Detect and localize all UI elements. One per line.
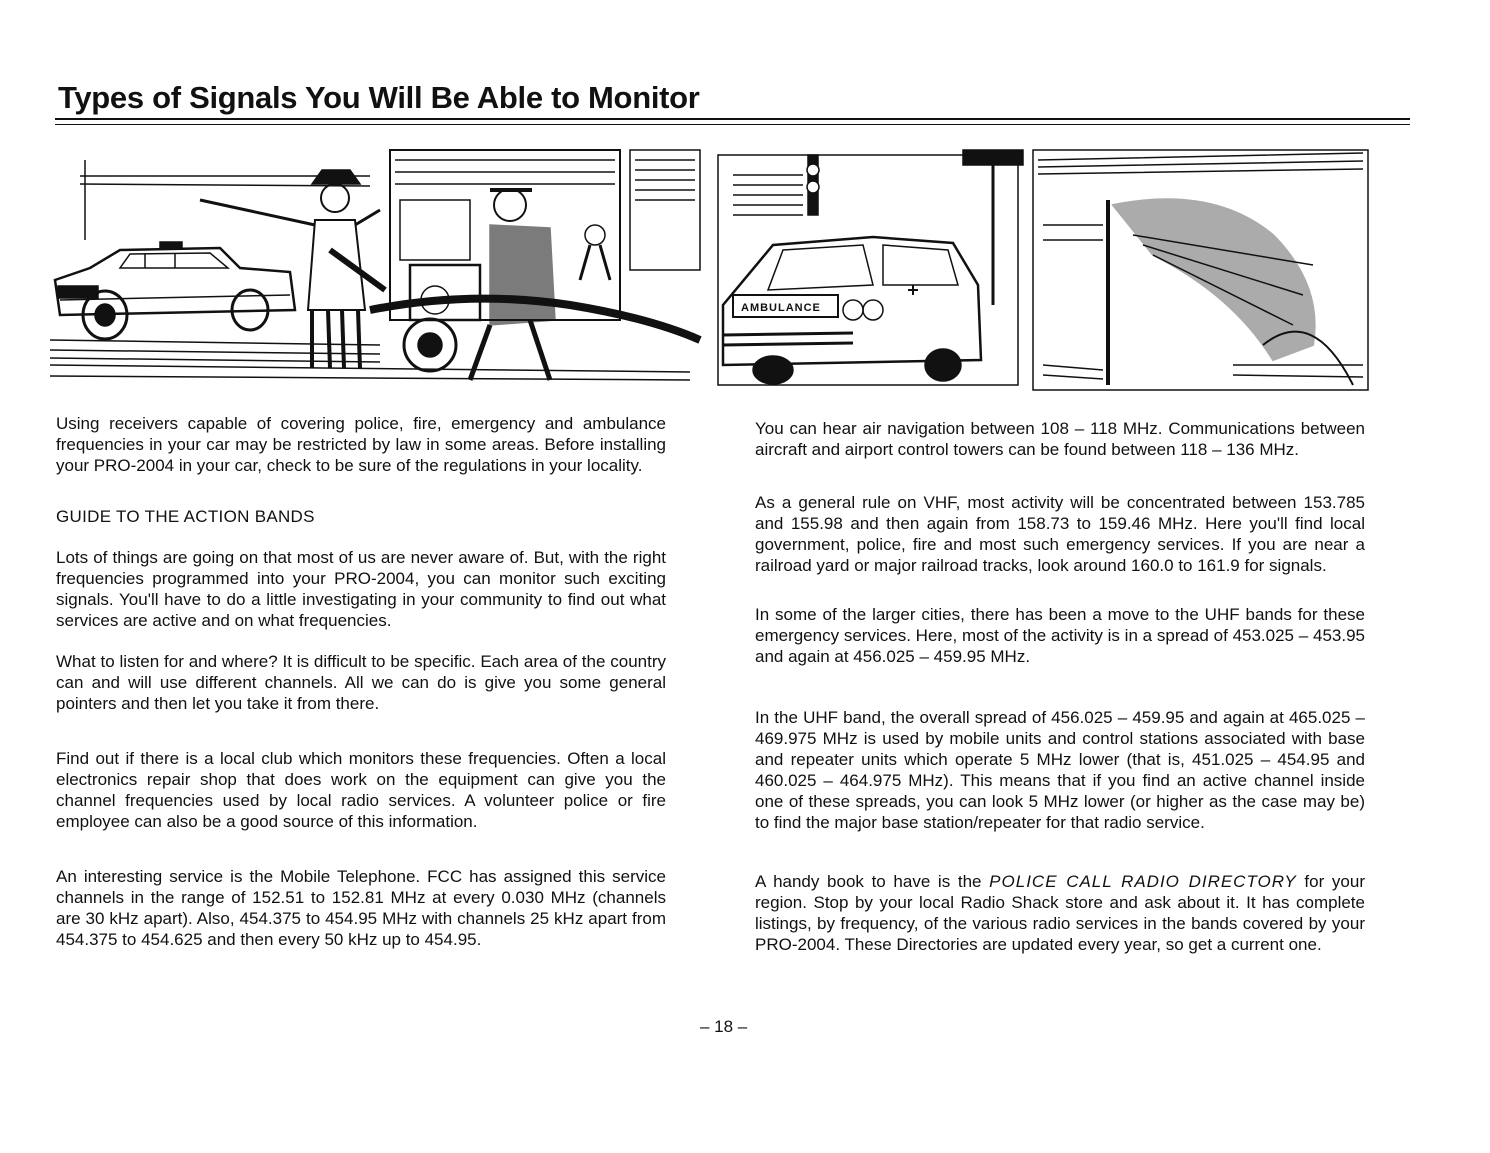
right-column xyxy=(755,418,1365,955)
ambulance-sign: AMBULANCE xyxy=(741,302,821,314)
left-column xyxy=(56,413,666,950)
police-fire-illustration xyxy=(50,140,705,388)
page-number: – 18 – xyxy=(700,1017,748,1036)
paragraph-what-to-listen: What to listen for and where? It is difficult to be specific. Each area of the country can and will use different channels. All we can do is give you some general pointers and then let you take it from there. xyxy=(56,652,666,713)
title-rule-thin xyxy=(55,124,1410,125)
paragraph-uhf-spread: In the UHF band, the overall spread of 456.025 – 459.95 and again at 465.025 – 469.975 MHz is used by mobile units and control stations associated with base and repeater units which operate 5 MHz lower (that is, 451.025 – 454.95 and 460.025 – 464.975 MHz). This means that if you find an active channel inside one of these spreads, you can look 5 MHz lower (or higher as the case may be) to find the major base station/repeater for that radio service. xyxy=(755,708,1365,832)
title-rule-thick xyxy=(55,118,1410,120)
page-title: Types of Signals You Will Be Able to Monitor xyxy=(58,80,700,115)
intro-paragraph: Using receivers capable of covering police, fire, emergency and ambulance frequencies in your car may be restricted by law in some areas. Before installing your PRO-2004 in your car, check to be sure of the regulations in your locality. xyxy=(56,414,666,475)
paragraph-directory xyxy=(755,871,1365,955)
directory-book-title: POLICE CALL RADIO DIRECTORY xyxy=(989,872,1297,891)
paragraph-mobile-telephone: An interesting service is the Mobile Telephone. FCC has assigned this service channels in the range of 152.51 to 152.81 MHz at every 0.030 MHz (channels are 30 kHz apart). Also, 454.375 to 454.95 MHz with channels 25 kHz apart from 454.375 to 454.625 and then every 50 kHz up to 454.95. xyxy=(56,867,666,949)
ambulance-aircraft-illustration xyxy=(713,145,1373,393)
guide-heading: GUIDE TO THE ACTION BANDS xyxy=(56,507,315,526)
paragraph-air-navigation: You can hear air navigation between 108 – 118 MHz. Communications between aircraft and airport control towers can be found between 118 – 136 MHz. xyxy=(755,419,1365,459)
paragraph-lots-of-things: Lots of things are going on that most of us are never aware of. But, with the right frequencies programmed into your PRO-2004, you can monitor such exciting signals. You'll have to do a little investigating in your community to find out what services are active and on what frequencies. xyxy=(56,548,666,630)
paragraph-local-club: Find out if there is a local club which monitors these frequencies. Often a local electronics repair shop that does work on the equipment can give you the channel frequencies used by local radio services. A volunteer police or fire employee can also be a good source of this information. xyxy=(56,749,666,831)
paragraph-uhf-move: In some of the larger cities, there has been a move to the UHF bands for these emergency services. Here, most of the activity is in a spread of 453.025 – 453.95 and again at 456.025 – 459.95 MHz. xyxy=(755,605,1365,666)
directory-text-end: for your region. Stop by your local Radio Shack store and ask about it. It has complete listings, by frequency, of the various radio services in the bands covered by your PRO-2004. These Directories are updated every year, so get a current one. xyxy=(755,872,1365,954)
directory-text-start: A handy book to have is the xyxy=(755,872,990,891)
paragraph-vhf-rule: As a general rule on VHF, most activity will be concentrated between 153.785 and 155.98 and then again from 158.73 to 159.46 MHz. Here you'll find local government, police, fire and most such emergency services. If you are near a railroad yard or major railroad tracks, look around 160.0 to 161.9 for signals. xyxy=(755,493,1365,575)
